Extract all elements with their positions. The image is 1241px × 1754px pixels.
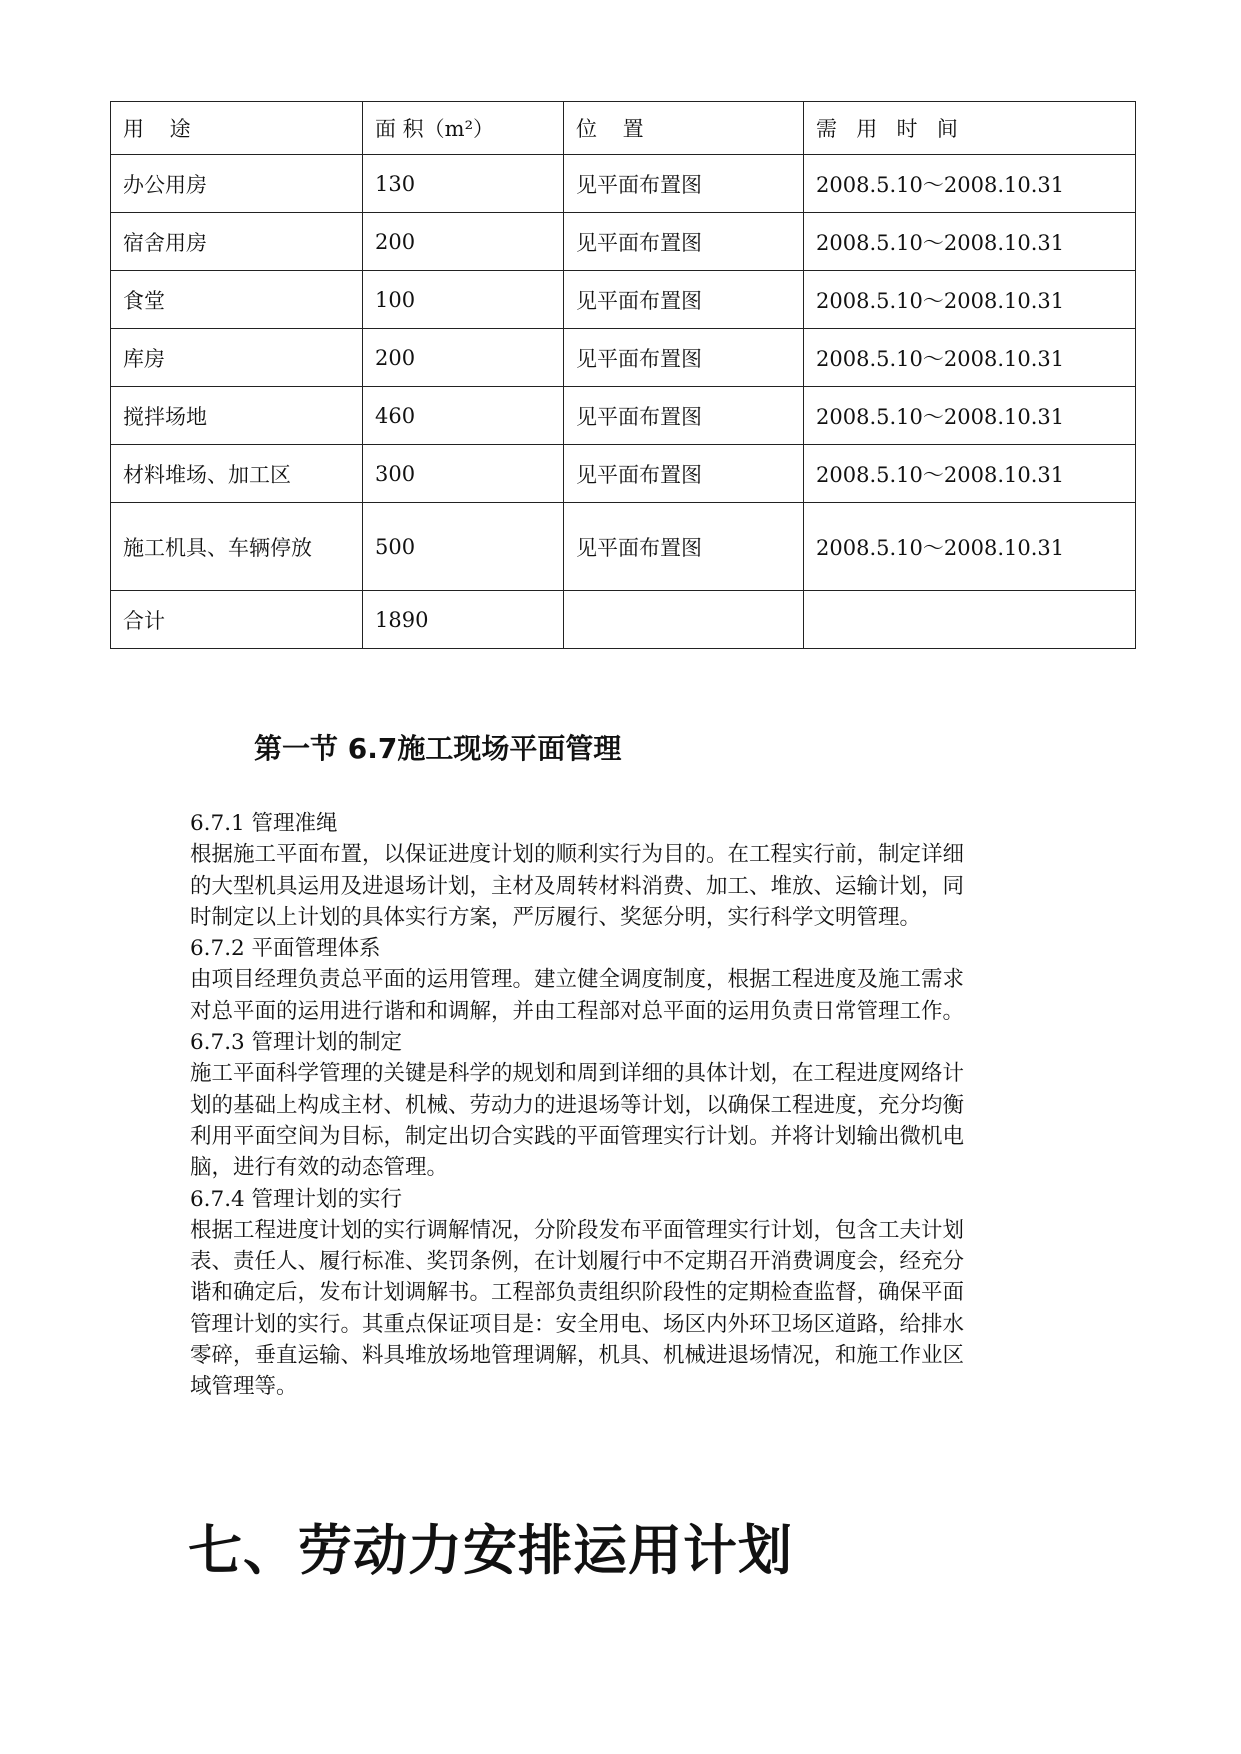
paragraph-line: 划的基础上构成主材、机械、劳动力的进退场等计划，以确保工程进度，充分均衡 [190,1092,965,1118]
table-row [111,445,1136,503]
paragraph-line: 的大型机具运用及进退场计划，主材及周转材料消费、加工、堆放、运输计划，同 [190,873,965,899]
paragraph-line: 根据工程进度计划的实行调解情况，分阶段发布平面管理实行计划，包含工夫计划 [190,1217,965,1243]
table-cell: 200 [363,329,564,387]
table-cell: 2008.5.10～2008.10.31 [804,213,1136,271]
paragraph-line: 谐和确定后，发布计划调解书。工程部负责组织阶段性的定期检查监督，确保平面 [190,1280,965,1306]
table-cell: 见平面布置图 [564,387,804,445]
table-cell: 合计 [111,591,363,649]
table-cell: 见平面布置图 [564,213,804,271]
subsection-title: 6.7.4 管理计划的实行 [190,1186,403,1212]
table-cell: 2008.5.10～2008.10.31 [804,329,1136,387]
chapter-heading: 七、劳动力安排运用计划 [188,1519,793,1582]
table-cell [804,591,1136,649]
paragraph-line: 域管理等。 [190,1374,298,1400]
table-cell: 460 [363,387,564,445]
table-cell: 100 [363,271,564,329]
table-row [111,213,1136,271]
table-cell: 办公用房 [111,155,363,213]
table-cell: 材料堆场、加工区 [111,445,363,503]
table-cell [564,591,804,649]
table-row [111,271,1136,329]
paragraph-line: 根据施工平面布置，以保证进度计划的顺利实行为目的。在工程实行前，制定详细 [190,842,965,868]
table-cell: 1890 [363,591,564,649]
table-cell: 宿舍用房 [111,213,363,271]
table-cell: 2008.5.10～2008.10.31 [804,271,1136,329]
header-cell-location: 位 置 [564,102,804,155]
table-cell: 见平面布置图 [564,155,804,213]
table-cell: 见平面布置图 [564,503,804,591]
table-cell: 食堂 [111,271,363,329]
table-row-total [111,591,1136,649]
paragraph-line: 脑，进行有效的动态管理。 [190,1155,449,1181]
table-cell: 500 [363,503,564,591]
table-cell: 300 [363,445,564,503]
section-heading: 第一节 6.7施工现场平面管理 [254,732,622,765]
table-cell: 2008.5.10～2008.10.31 [804,445,1136,503]
table-row [111,329,1136,387]
table-cell: 见平面布置图 [564,329,804,387]
table-header-row [111,102,1136,155]
table-row [111,387,1136,445]
table-cell: 库房 [111,329,363,387]
table-row [111,155,1136,213]
paragraph-line: 时制定以上计划的具体实行方案，严厉履行、奖惩分明，实行科学文明管理。 [190,904,922,930]
subsection-title: 6.7.2 平面管理体系 [190,936,381,962]
subsection-title: 6.7.3 管理计划的制定 [190,1030,403,1056]
paragraph-line: 对总平面的运用进行谐和和调解，并由工程部对总平面的运用负责日常管理工作。 [190,998,965,1024]
paragraph-line: 管理计划的实行。其重点保证项目是：安全用电、场区内外环卫场区道路，给排水 [190,1311,965,1337]
paragraph-line: 零碎，垂直运输、料具堆放场地管理调解，机具、机械进退场情况，和施工作业区 [190,1343,965,1369]
table-cell: 2008.5.10～2008.10.31 [804,503,1136,591]
paragraph-line: 施工平面科学管理的关键是科学的规划和周到详细的具体计划，在工程进度网络计 [190,1061,965,1087]
table-cell: 见平面布置图 [564,271,804,329]
paragraph-line: 由项目经理负责总平面的运用管理。建立健全调度制度，根据工程进度及施工需求 [190,967,965,993]
header-cell-area: 面 积（m²） [363,102,564,155]
header-cell-time: 需 用 时 间 [804,102,1136,155]
table-cell: 搅拌场地 [111,387,363,445]
header-cell-usage: 用 途 [111,102,363,155]
subsection-title: 6.7.1 管理准绳 [190,811,338,836]
table-cell: 施工机具、车辆停放 [111,503,363,591]
table-cell: 130 [363,155,564,213]
body-text [190,808,1070,1403]
table-cell: 见平面布置图 [564,445,804,503]
paragraph-line: 表、责任人、履行标准、奖罚条例，在计划履行中不定期召开消费调度会，经充分 [190,1249,965,1275]
table-cell: 200 [363,213,564,271]
paragraph-line: 利用平面空间为目标，制定出切合实践的平面管理实行计划。并将计划输出微机电 [190,1123,965,1149]
facility-table [110,101,1136,649]
table-cell: 2008.5.10～2008.10.31 [804,387,1136,445]
table-row [111,503,1136,591]
table-cell: 2008.5.10～2008.10.31 [804,155,1136,213]
